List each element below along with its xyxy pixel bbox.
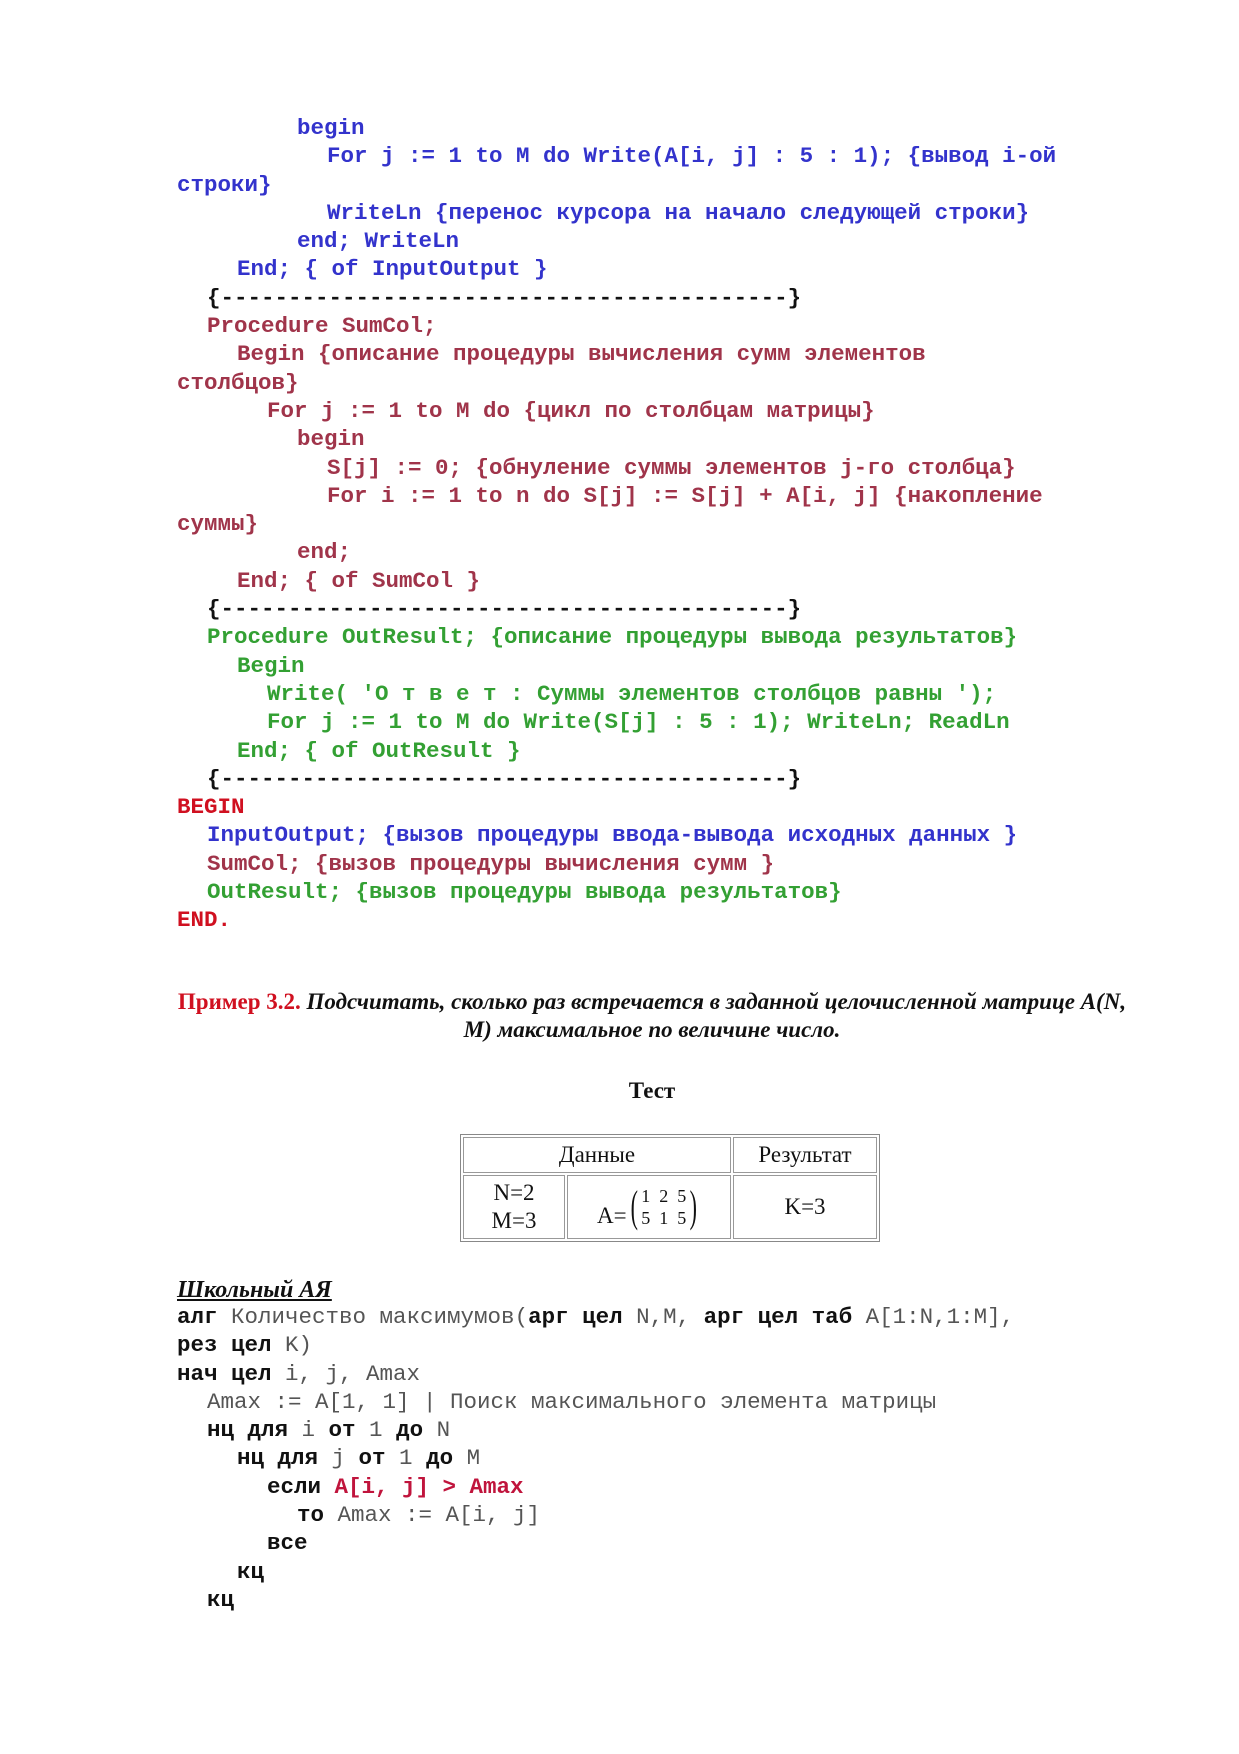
highlighted-expression: A[i, j] > Amax xyxy=(334,1473,524,1500)
algo-line xyxy=(177,1331,1014,1359)
test-table-header-row xyxy=(463,1137,877,1173)
code-text: Amax := A[i, j] xyxy=(324,1502,541,1529)
keyword: кц xyxy=(237,1558,265,1585)
header-data: Данные xyxy=(463,1137,731,1173)
keyword: если xyxy=(267,1473,322,1500)
keyword: до xyxy=(396,1417,424,1444)
algo-line xyxy=(177,1303,1014,1331)
test-table-row xyxy=(463,1175,877,1239)
code-line: begin xyxy=(297,426,365,453)
matrix-cell xyxy=(567,1175,731,1239)
algo-line xyxy=(177,1388,1014,1416)
test-title: Тест xyxy=(628,1078,676,1103)
code-line: For i := 1 to n do S[j] := S[j] + A[i, j] {накопление xyxy=(327,482,1043,509)
example-title: Подсчитать, сколько раз встречается в заданной целочисленной матрице A(N, M) максимальное по величине число. xyxy=(306,989,1127,1042)
n-value: N=2 xyxy=(493,1180,535,1205)
code-line: END. xyxy=(177,907,232,934)
algo-line xyxy=(177,1473,1014,1501)
algo-line xyxy=(177,1416,1014,1444)
code-line: Procedure OutResult; {описание процедуры вывода результатов} xyxy=(207,624,1018,651)
code-line: столбцов} xyxy=(177,369,299,396)
code-text: Amax := A[1, 1] | Поиск максимального элемента матрицы xyxy=(207,1388,937,1415)
algo-line xyxy=(177,1529,1014,1557)
code-line: Begin xyxy=(237,652,305,679)
code-line: {------------------------------------------} xyxy=(207,596,802,623)
code-line: End; { of OutResult } xyxy=(237,737,521,764)
code-line: End; { of SumCol } xyxy=(237,567,481,594)
keyword: от xyxy=(328,1417,356,1444)
algo-line xyxy=(177,1444,1014,1472)
code-line: строки} xyxy=(177,171,272,198)
code-line: End; { of InputOutput } xyxy=(237,256,548,283)
code-line: {------------------------------------------} xyxy=(207,284,802,311)
matrix-row-2: 5 1 5 xyxy=(641,1208,687,1228)
code-line: BEGIN xyxy=(177,794,245,821)
keyword: арг цел xyxy=(528,1304,623,1330)
code-line: For j := 1 to M do Write(S[j] : 5 : 1); WriteLn; ReadLn xyxy=(267,709,1010,736)
example-heading xyxy=(177,988,1127,1044)
code-line: end; xyxy=(297,539,352,566)
code-text: K) xyxy=(271,1332,313,1359)
code-line: WriteLn {перенос курсора на начало следующей строки} xyxy=(327,199,1030,226)
algo-line xyxy=(177,1501,1014,1529)
keyword: кц xyxy=(207,1586,235,1613)
code-line: S[j] := 0; {обнуление суммы элементов j-го столбца} xyxy=(327,454,1016,481)
code-line: Begin {описание процедуры вычисления сумм элементов xyxy=(237,341,926,368)
code-text xyxy=(321,1474,335,1500)
keyword: до xyxy=(426,1445,454,1472)
code-line: суммы} xyxy=(177,511,259,538)
code-line: For j := 1 to M do {цикл по столбцам матрицы} xyxy=(267,397,875,424)
code-line: Write( 'О т в е т : Суммы элементов столбцов равны '); xyxy=(267,680,997,707)
header-result: Результат xyxy=(733,1137,877,1173)
code-text: A[1:N,1:M], xyxy=(852,1304,1015,1330)
school-language-heading: Школьный АЯ xyxy=(177,1277,332,1303)
keyword: нц для xyxy=(207,1417,289,1444)
keyword: арг цел таб xyxy=(703,1304,853,1330)
right-paren: ) xyxy=(689,1182,698,1231)
keyword: то xyxy=(297,1502,325,1529)
code-text: j xyxy=(318,1445,359,1472)
dimensions-cell xyxy=(463,1175,565,1239)
code-line: For j := 1 to M do Write(A[i, j] : 5 : 1); {вывод i-ой xyxy=(327,143,1057,170)
matrix-prefix: A= xyxy=(597,1203,627,1228)
algo-line xyxy=(177,1586,1014,1614)
code-text: 1 xyxy=(385,1445,427,1472)
code-line: begin xyxy=(297,115,365,141)
m-value: M=3 xyxy=(491,1208,537,1233)
example-label: Пример 3.2. xyxy=(177,989,301,1014)
pascal-code-listing xyxy=(177,114,1056,935)
code-line: OutResult; {вызов процедуры вывода результатов} xyxy=(207,879,842,906)
code-text: N,M, xyxy=(622,1304,704,1330)
keyword: алг xyxy=(177,1304,218,1330)
code-text: M xyxy=(453,1445,481,1472)
matrix-row-1: 1 2 5 xyxy=(641,1186,687,1206)
code-line: end; WriteLn xyxy=(297,228,460,255)
code-line: Procedure SumCol; xyxy=(207,313,437,340)
code-text: i xyxy=(288,1417,329,1444)
keyword: все xyxy=(267,1530,308,1557)
keyword: от xyxy=(358,1445,386,1472)
matrix xyxy=(627,1182,701,1231)
code-line: {------------------------------------------} xyxy=(207,765,802,792)
keyword: нач цел xyxy=(177,1360,272,1387)
code-line: SumCol; {вызов процедуры вычисления сумм } xyxy=(207,850,775,877)
code-text: 1 xyxy=(355,1417,397,1444)
test-table xyxy=(460,1134,880,1242)
code-text: Количество максимумов( xyxy=(217,1304,529,1330)
algo-line xyxy=(177,1558,1014,1586)
code-text: N xyxy=(423,1417,451,1444)
school-algorithm-listing xyxy=(177,1303,1014,1614)
keyword: нц для xyxy=(237,1445,319,1472)
left-paren: ( xyxy=(630,1182,638,1231)
result-cell: K=3 xyxy=(733,1175,877,1239)
keyword: рез цел xyxy=(177,1332,272,1359)
code-line: InputOutput; {вызов процедуры ввода-вывода исходных данных } xyxy=(207,822,1018,849)
algo-line xyxy=(177,1360,1014,1388)
code-text: i, j, Amax xyxy=(271,1360,421,1387)
